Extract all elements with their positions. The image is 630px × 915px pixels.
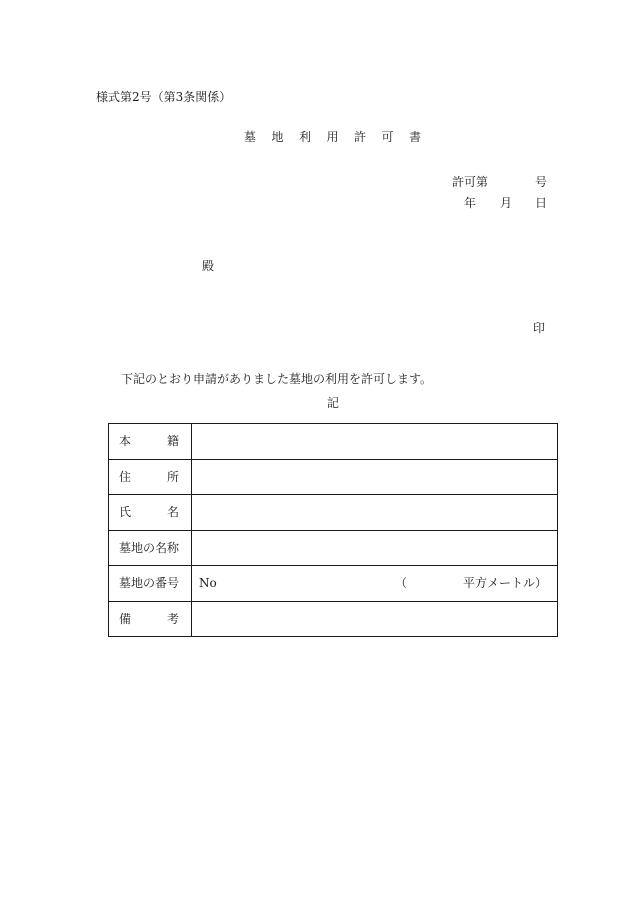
table-row [109, 495, 558, 531]
row-label-remarks [109, 601, 192, 637]
table-row [109, 459, 558, 495]
area-unit: 平方メートル） [462, 576, 547, 591]
permit-number-suffix: 号 [535, 175, 548, 189]
table-row [109, 424, 558, 460]
note-heading: 記 [327, 396, 340, 410]
row-label-address [109, 459, 192, 495]
label-char: 名 [166, 505, 179, 520]
address-field[interactable] [192, 459, 558, 495]
honseki-field[interactable] [192, 424, 558, 460]
label-char: 本 [119, 434, 132, 449]
table-row [109, 566, 558, 602]
area-paren-open: （ [395, 576, 408, 591]
cemetery-name-field[interactable] [192, 530, 558, 566]
table-row [109, 530, 558, 566]
permit-number-label: 許可第 [452, 175, 489, 189]
details-table [108, 423, 558, 637]
label-char: 考 [166, 611, 179, 626]
date-month-label: 月 [500, 196, 513, 210]
number-prefix: No [199, 576, 217, 591]
date-day-label: 日 [535, 196, 548, 210]
row-label-cemetery-name [109, 530, 192, 566]
label-char: 住 [119, 469, 132, 484]
cemetery-number-field[interactable] [192, 566, 558, 602]
document-title: 墓地利用許可書 [244, 130, 437, 144]
name-field[interactable] [192, 495, 558, 531]
date-year-label: 年 [464, 196, 477, 210]
label-text: 墓地の名称 [119, 540, 180, 555]
seal-mark: 印 [533, 321, 546, 335]
label-char: 備 [119, 611, 132, 626]
body-text: 下記のとおり申請がありました墓地の利用を許可します。 [121, 372, 433, 386]
label-text: 墓地の番号 [119, 576, 180, 591]
table-row [109, 601, 558, 637]
row-label-cemetery-number [109, 566, 192, 602]
label-char: 籍 [166, 434, 179, 449]
label-char: 氏 [119, 505, 132, 520]
row-label-name [109, 495, 192, 531]
row-label-honseki [109, 424, 192, 460]
form-number: 様式第2号（第3条関係） [96, 90, 232, 104]
remarks-field[interactable] [192, 601, 558, 637]
addressee-suffix: 殿 [202, 259, 215, 273]
label-char: 所 [166, 469, 179, 484]
